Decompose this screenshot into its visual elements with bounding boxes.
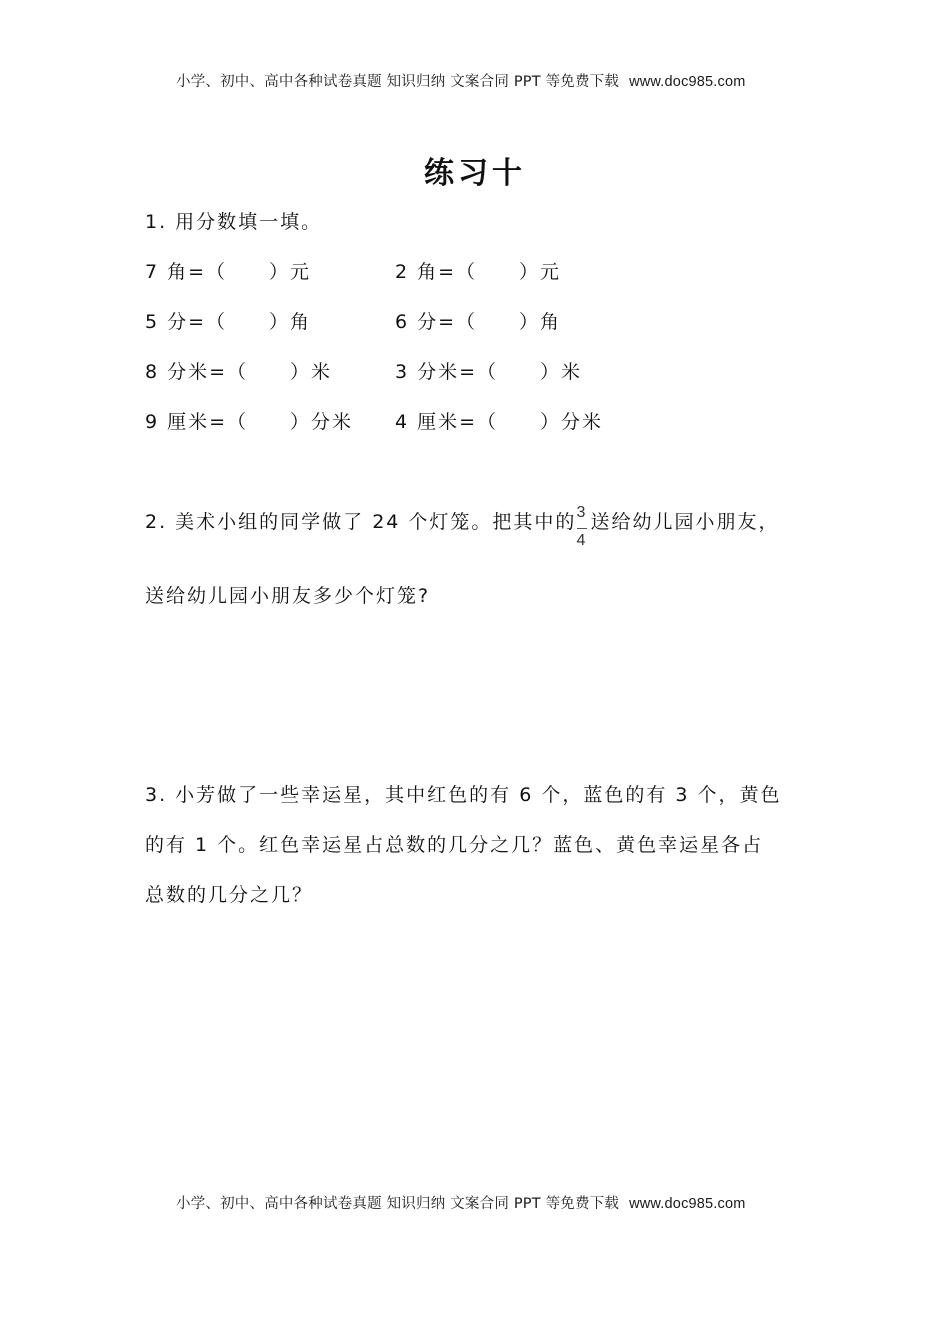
q1-prompt: 1. 用分数填一填。	[145, 211, 323, 233]
q1-item-2-right: 6 分=（ ）角	[395, 311, 562, 333]
fraction-three-quarters	[576, 504, 590, 549]
header-banner	[176, 70, 746, 91]
footer-site-link[interactable]: www.doc985.com	[629, 1196, 746, 1212]
q3-line2: 的有 1 个。红色幸运星占总数的几分之几？蓝色、黄色幸运星各占	[145, 834, 764, 856]
footer-banner-text: 小学、初中、高中各种试卷真题 知识归纳 文案合同 PPT 等免费下载	[176, 1196, 620, 1212]
fraction-bar	[577, 528, 587, 529]
q1-item-4-left: 9 厘米=（ ）分米	[145, 411, 354, 433]
q2-line1	[145, 504, 780, 549]
q2-line2: 送给幼儿园小朋友多少个灯笼?	[145, 585, 431, 607]
header-site-link[interactable]: www.doc985.com	[629, 74, 746, 90]
q3-line1: 3. 小芳做了一些幸运星，其中红色的有 6 个，蓝色的有 3 个，黄色	[145, 784, 782, 806]
q1-item-2-left: 5 分=（ ）角	[145, 311, 312, 333]
q1-item-1-left: 7 角=（ ）元	[145, 261, 312, 283]
fraction-numerator: 3	[576, 504, 586, 521]
q2-line1-before: 2. 美术小组的同学做了 24 个灯笼。把其中的	[145, 511, 577, 533]
q3-line3: 总数的几分之几？	[145, 884, 314, 906]
q1-item-1-right: 2 角=（ ）元	[395, 261, 562, 283]
q1-item-4-right: 4 厘米=（ ）分米	[395, 411, 604, 433]
q2-line1-after: 送给幼儿园小朋友，	[590, 511, 780, 533]
fraction-denominator: 4	[576, 532, 586, 549]
header-banner-text: 小学、初中、高中各种试卷真题 知识归纳 文案合同 PPT 等免费下载	[176, 74, 620, 90]
q1-item-3-right: 3 分米=（ ）米	[395, 361, 583, 383]
page-title: 练习十	[424, 156, 526, 191]
q1-item-3-left: 8 分米=（ ）米	[145, 361, 333, 383]
footer-banner	[176, 1192, 746, 1213]
